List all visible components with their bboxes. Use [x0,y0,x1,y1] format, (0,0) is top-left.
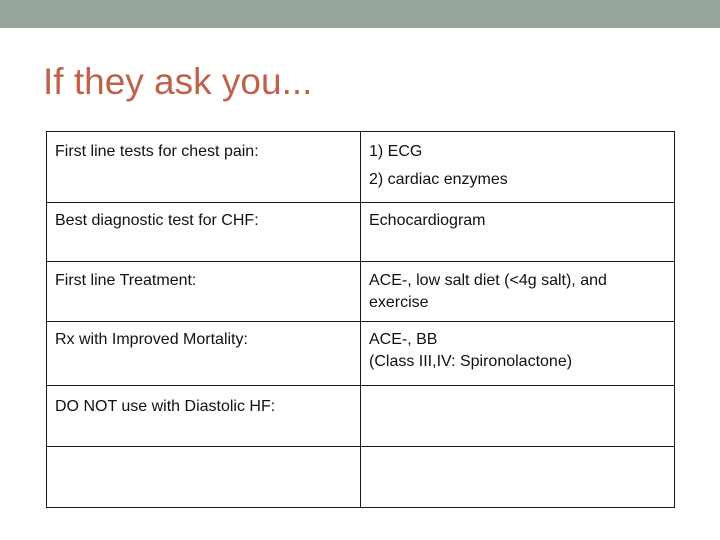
table-row [47,447,675,508]
question-text: First line tests for chest pain: [55,143,259,160]
question-cell [47,203,361,262]
question-cell [47,386,361,447]
question-text: Best diagnostic test for CHF: [55,212,259,229]
table-row [47,203,675,262]
answer-line: (Class III,IV: Spironolactone) [369,353,573,370]
answer-cell [361,203,675,262]
question-cell [47,132,361,203]
answer-line: ACE-, low salt diet (<4g salt), and exercise [369,272,607,311]
table-row [47,262,675,322]
question-text: First line Treatment: [55,272,197,289]
table-row [47,386,675,447]
answer-cell [361,132,675,203]
answer-line: Echocardiogram [369,212,486,229]
table-row [47,132,675,203]
slide-title: If they ask you... [43,61,313,102]
answer-line: 2) cardiac enzymes [369,171,508,188]
title-bar-band [0,0,720,28]
answer-cell [361,322,675,386]
answer-line: 1) ECG [369,143,423,160]
question-text: DO NOT use with Diastolic HF: [55,398,276,415]
qa-table [46,131,675,508]
question-cell [47,262,361,322]
answer-cell [361,447,675,508]
table-row [47,322,675,386]
answer-line: ACE-, BB [369,331,438,348]
answer-cell [361,262,675,322]
question-cell [47,447,361,508]
question-cell [47,322,361,386]
answer-cell [361,386,675,447]
question-text: Rx with Improved Mortality: [55,331,248,348]
